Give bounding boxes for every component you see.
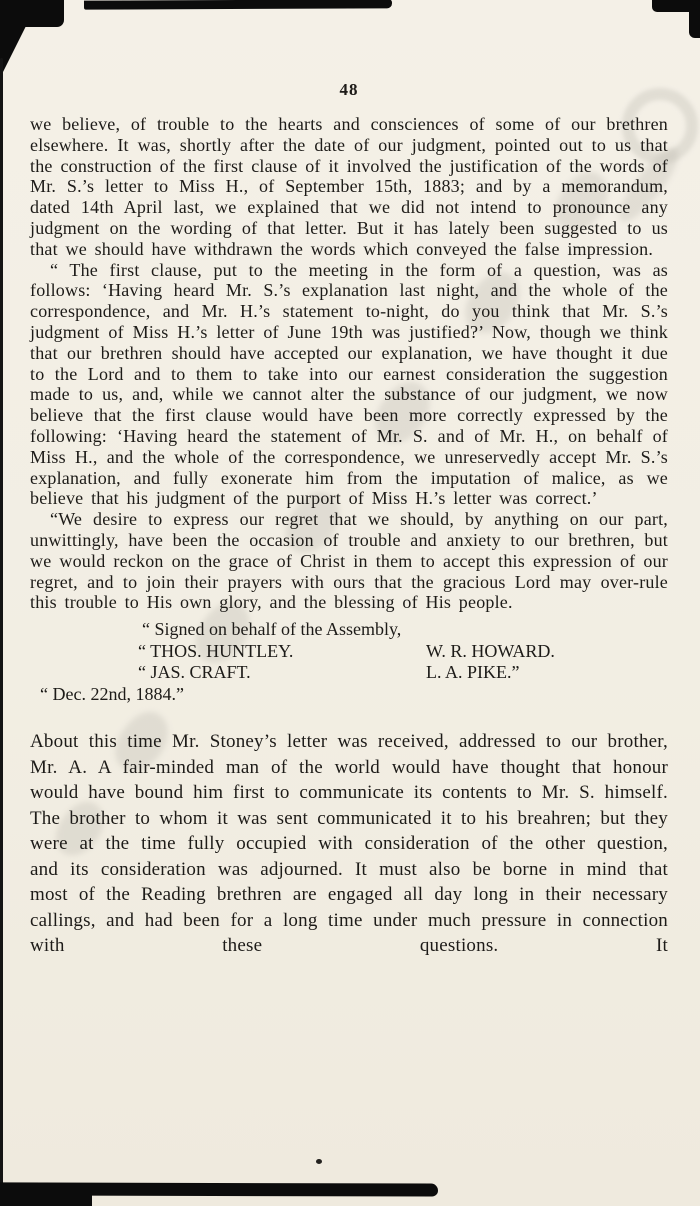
signature-signed-line: “ Signed on behalf of the Assembly, — [142, 619, 402, 640]
signature-row — [138, 641, 668, 663]
ink-dot — [316, 1159, 322, 1164]
signature-name: “ THOS. HUNTLEY. — [138, 640, 294, 661]
page-content — [30, 80, 668, 959]
signature-name: “ JAS. CRAFT. — [138, 662, 251, 683]
signature-name: W. R. HOWARD. — [426, 640, 555, 661]
scan-artifact-bottom-corner — [0, 1190, 92, 1206]
paragraph-regret: “We desire to express our regret that we should, by anything on our part, unwittingly, have been the occasion of trouble and anxiety to our brethren, but we would reckon on the grace of Christ in them to accept this expression of our regret, and to join their prayers with ours that the gracious Lord may over-rule this trouble to His own glory, and the blessing of His people. — [30, 509, 668, 613]
signature-block — [30, 619, 668, 705]
signature-row — [138, 662, 668, 684]
scan-artifact-left-edge — [0, 58, 3, 1186]
scan-artifact-topleft-triangle — [0, 18, 30, 78]
paragraph-stoney-letter: About this time Mr. Stoney’s letter was received, addressed to our brother, Mr. A. A fair-minded man of the world would have thought that honour would have bound him first to communicate its contents to Mr. S. himself. The brother to whom it was sent communicated it to his breahren; but they were at the time fully occupied with consideration of the other question, and its consideration was adjourned. It must also be borne in mind that most of the Reading brethren are engaged all day long in their necessary callings, and had been for a long time under much pressure in connection with these questions. It — [30, 731, 668, 957]
page-number: 48 — [339, 80, 359, 99]
scan-artifact-top-strip — [84, 0, 392, 10]
signature-date-line: “ Dec. 22nd, 1884.” — [40, 683, 184, 704]
paragraph-continuation: we believe, of trouble to the hearts and consciences of some of our brethren elsewhere. It was, shortly after the date of our judgment, pointed out to us that the construction of the first clause of it involved the justification of the words of Mr. S.’s letter to Miss H., of September 15th, 1883; and by a memorandum, dated 14th April last, we explained that we did not intend to pronounce any judgment on the wording of that letter. But it has lately been suggested to us that we should have withdrawn the words which conveyed the false impression. — [30, 114, 668, 259]
scan-artifact-topright-nub — [689, 8, 700, 38]
paragraph-first-clause: “ The first clause, put to the meeting in the form of a question, was as follows: ‘Having heard Mr. S.’s explanation last night, and the whole of the correspondence, and Mr. H.’s statement to-night, do you think that Mr. S.’s judgment of Miss H.’s letter of June 19th was justified?’ Now, though we think that our brethren should have accepted our explanation, we have thought it due to the Lord and to them to take into our earnest consideration the suggestion made to us, and, while we cannot alter the substance of our judgment, we now believe that the first clause would have been more correctly expressed by the following: ‘Having heard the statement of Mr. S. and of Mr. H., on behalf of Miss H., and the whole of the correspondence, we unreservedly accept Mr. S.’s explanation, and fully exonerate him from the imputation of malice, as we believe that his judgment of the purport of Miss H.’s letter was correct.’ — [30, 259, 668, 509]
signature-name: L. A. PIKE.” — [426, 662, 520, 683]
